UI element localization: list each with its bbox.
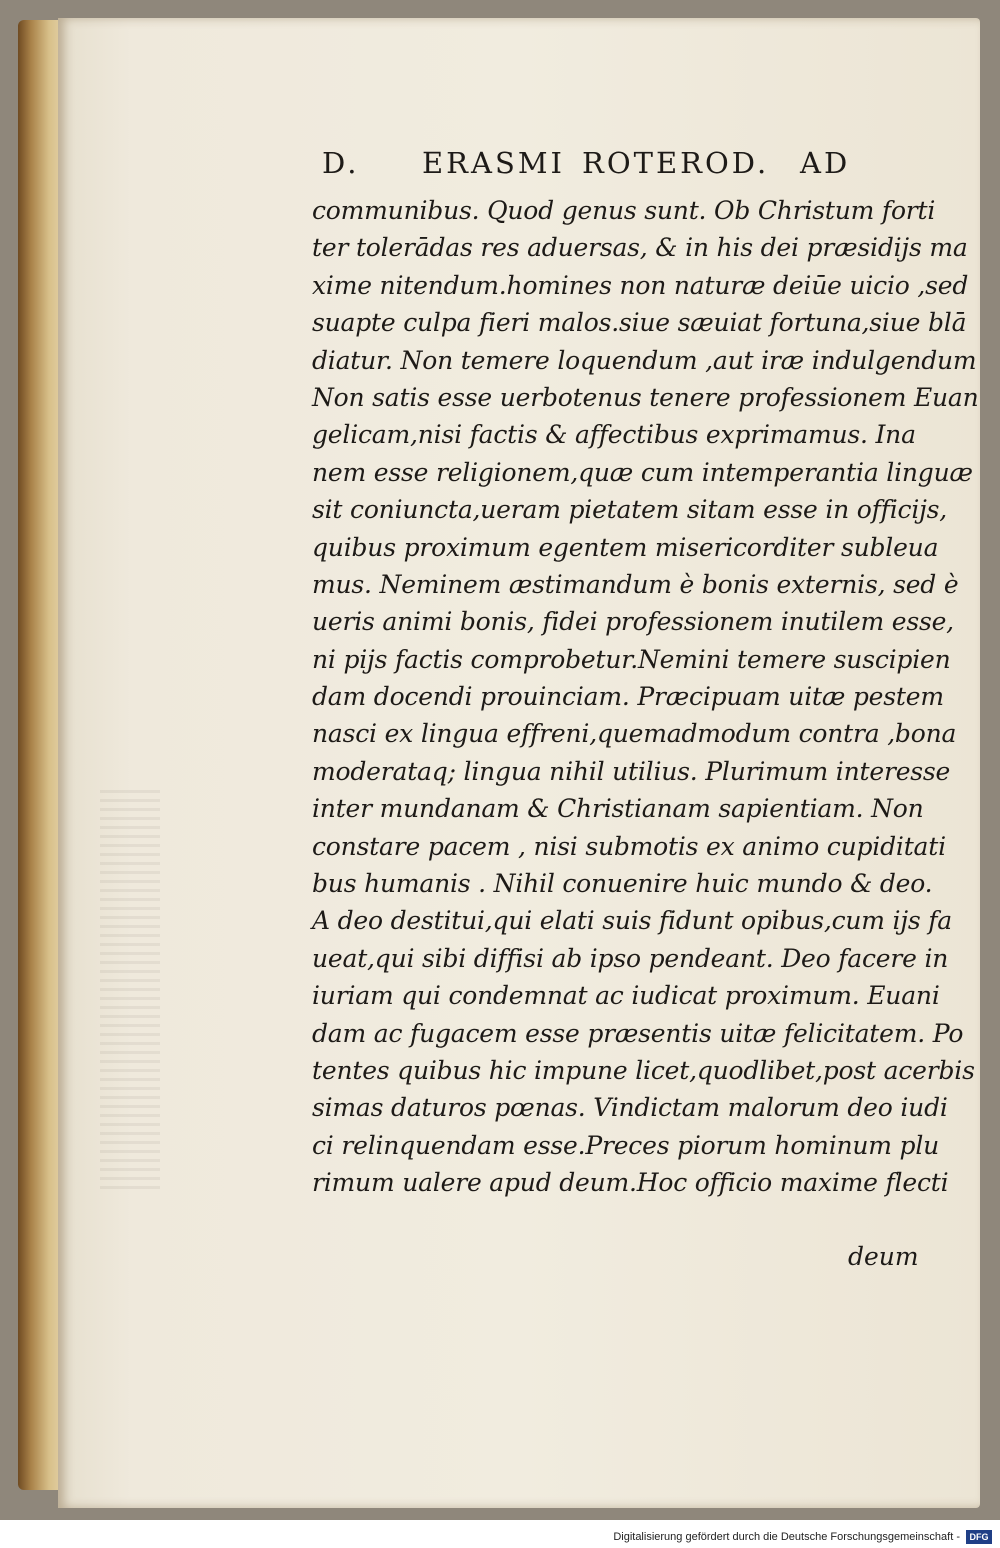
text-line: rimum ualere apud deum.Hoc officio maxime flecti	[312, 1168, 949, 1198]
text-line: iuriam qui condemnat ac iudicat proximum. Euani	[312, 981, 940, 1011]
text-line: diatur. Non temere loquendum ,aut iræ indulgendum	[312, 345, 977, 375]
running-head-place: ROTEROD.	[582, 146, 770, 180]
running-head-initial: D.	[322, 146, 360, 180]
text-line: tentes quibus hic impune licet,quodlibet,post acerbis	[312, 1055, 975, 1085]
text-line: inter mundanam & Christianam sapientiam. Non	[312, 794, 924, 824]
running-head-name: ERASMI	[422, 146, 565, 180]
ink-bleed-through	[100, 790, 160, 1190]
digitization-credit: Digitalisierung gefördert durch die Deutsche Forschungsgemeinschaft -	[613, 1531, 960, 1543]
text-line: nasci ex lingua effreni,quemadmodum contra ,bona	[312, 719, 957, 749]
text-line: mus. Neminem æstimandum è bonis externis, sed è	[312, 569, 959, 599]
text-line: ni pijs factis comprobetur.Nemini temere suscipien	[312, 644, 951, 674]
text-line: ci relinquendam esse.Preces piorum hominum plu	[312, 1130, 940, 1160]
catchword: deum	[848, 1242, 919, 1271]
text-line: nem esse religionem,quæ cum intemperantia linguæ	[312, 457, 973, 487]
text-line: sit coniuncta,ueram pietatem sitam esse in officijs,	[312, 495, 948, 525]
text-line: suapte culpa fieri malos.siue sæuiat fortuna,siue blā	[312, 308, 967, 338]
text-line: dam docendi prouinciam. Præcipuam uitæ pestem	[312, 682, 944, 712]
text-line: ueris animi bonis, fidei professionem inutilem esse,	[312, 607, 954, 637]
text-line: moderataq; lingua nihil utilius. Plurimum interesse	[312, 756, 951, 786]
text-line: Non satis esse uerbotenus tenere professionem Euan	[312, 382, 979, 412]
body-text	[312, 192, 979, 1202]
text-line: communibus. Quod genus sunt. Ob Christum forti	[312, 196, 936, 225]
text-line: constare pacem , nisi submotis ex animo cupiditati	[312, 831, 946, 861]
text-line: ter tolerādas res aduersas, & in his dei præsidijs ma	[312, 233, 968, 263]
text-line: xime nitendum.homines non naturæ deiūe uicio ,sed	[312, 270, 969, 300]
running-head-ad: AD	[800, 146, 851, 180]
text-line: bus humanis . Nihil conuenire huic mundo & deo.	[312, 869, 933, 899]
text-line: A deo destitui,qui elati suis fidunt opibus,cum ijs fa	[312, 906, 953, 936]
text-line: ueat,qui sibi diffisi ab ipso pendeant. Deo facere in	[312, 943, 949, 973]
dfg-logo: DFG	[966, 1530, 992, 1544]
text-line: dam ac fugacem esse præsentis uitæ felicitatem. Po	[312, 1018, 964, 1048]
text-line: gelicam,nisi factis & affectibus exprimamus. Ina	[312, 420, 916, 450]
running-head	[310, 146, 930, 186]
text-line: simas daturos pœnas. Vindictam malorum deo iudi	[312, 1093, 948, 1123]
text-line: quibus proximum egentem misericorditer subleua	[312, 532, 939, 562]
